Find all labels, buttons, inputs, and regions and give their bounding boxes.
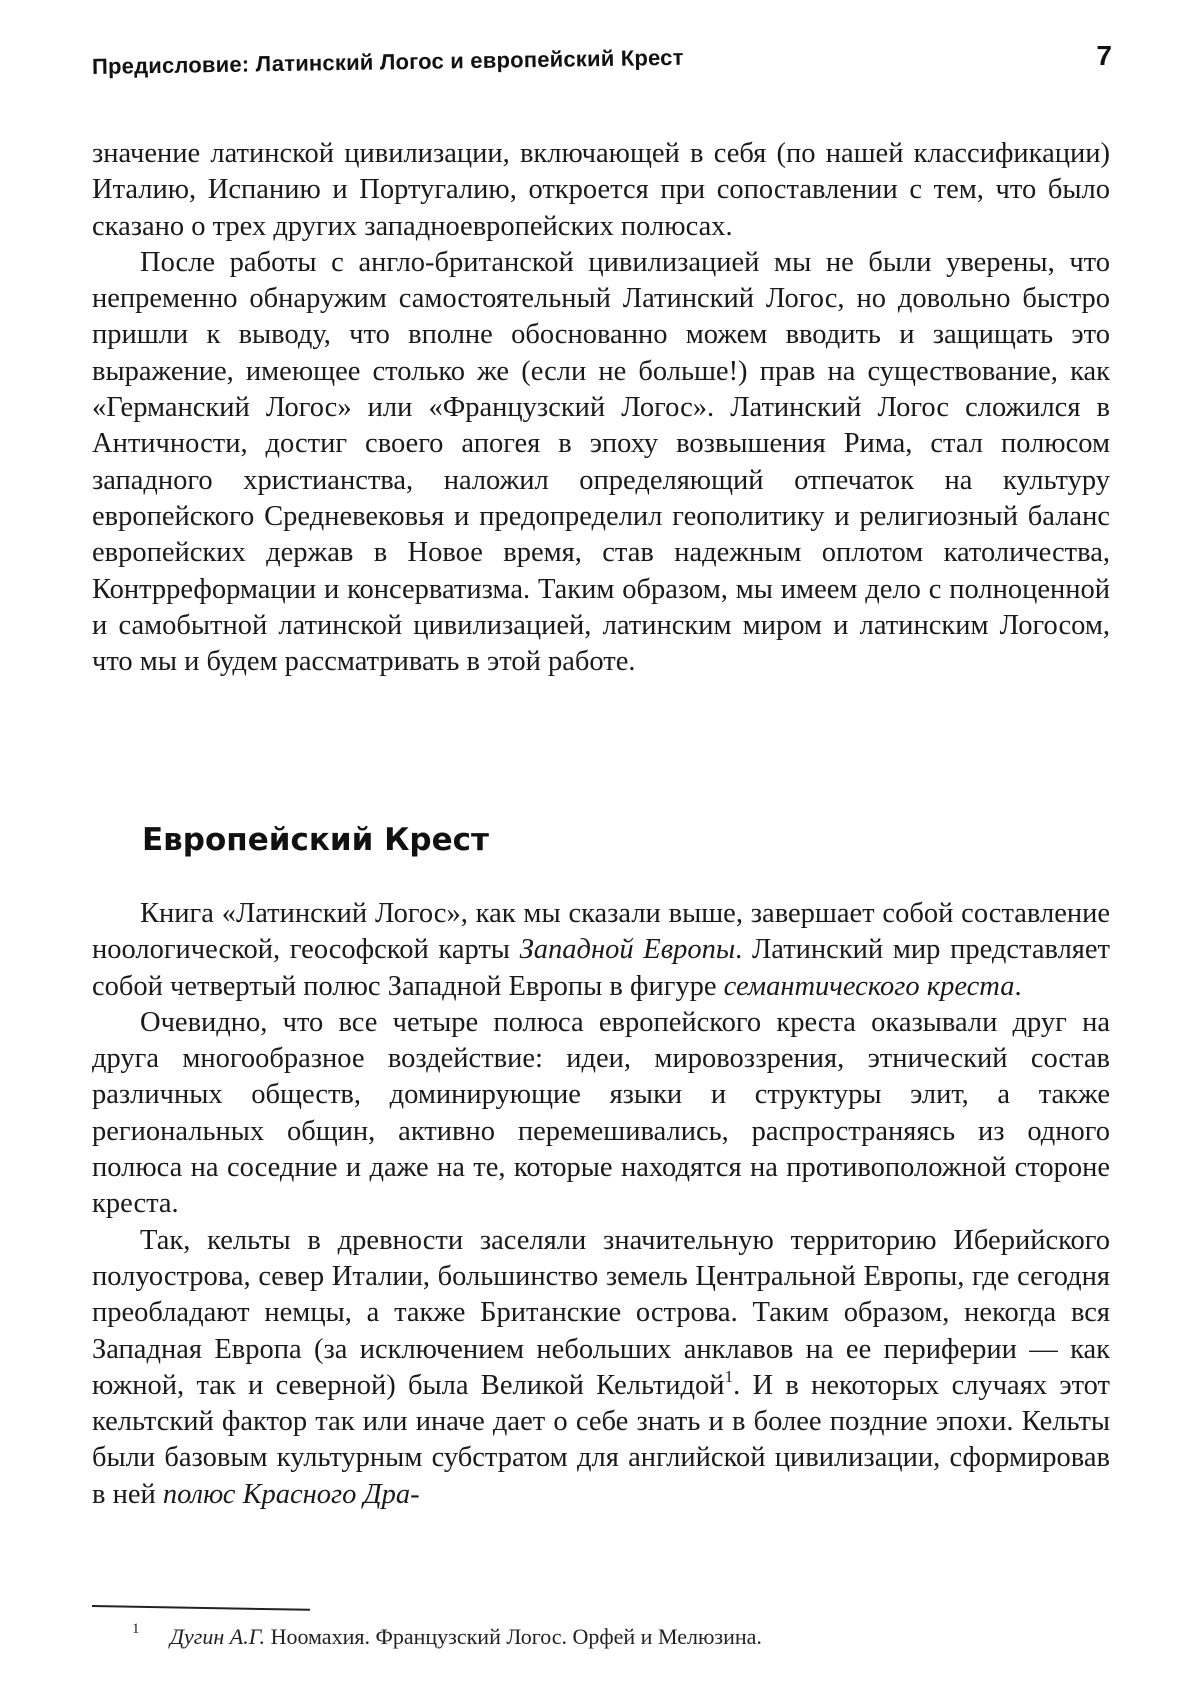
- section-text: [92, 896, 1110, 1513]
- text-run: .: [1015, 971, 1022, 1002]
- page-number: 7: [1096, 40, 1112, 72]
- intro-paragraph-continuation: значение латинской цивилизации, включающей в себя (по нашей классификации) Италию, Испанию и Португалию, откроется при сопоставлении с тем, что было сказано о трех других западноевро­пейских полюсах.: [92, 136, 1110, 245]
- text-run: . И в некоторых случаях этот кельтский фактор так или иначе дает о себе знать и в более поздние эпохи. Кельты были базовым культурным субстратом для английской цивилизации, сформировав в ней: [92, 1370, 1110, 1510]
- italic-run: Западной Евро­пы: [520, 934, 735, 965]
- section-paragraph-2: Очевидно, что все четыре полюса европейского креста оказыва­ли друг на друга многообразное воздействие: идеи, мировоззрения, этнический состав различных обществ, доминирующие языки и структуры элит, а также региональных общин, активно перемеши­вались, распространяясь из одного полюса на соседние и даже на те, которые находятся на противоположной стороне креста.: [92, 1005, 1110, 1223]
- footnote-reference[interactable]: 1: [725, 1367, 734, 1386]
- text-run: Книга «Латинский Логос», как мы сказали выше, завершает со­бой составление ноологической, геософской карты: [92, 898, 1110, 965]
- running-title: Предисловие: Латинский Логос и европейский Крест: [92, 45, 684, 80]
- footnote-text: Ноомахия. Французский Логос. Орфей и Мелюзина.: [265, 1624, 762, 1649]
- text-run: . Латинский мир представляет собой четвертый полюс Западной Европы в фигуре: [92, 934, 1110, 1001]
- footnote: [136, 1623, 762, 1651]
- book-page: [0, 0, 1200, 1703]
- section-paragraph-3: [92, 1223, 1110, 1513]
- intro-paragraph: После работы с англо-британской цивилизацией мы не были уверены, что непременно обнаружим самостоятельный Латинский Логос, но довольно быстро пришли к выводу, что вполне обоснован­но можем вводить и защищать это выражение, имеющее столько же (если не больше!) прав на существование, как «Германский Логос» или «Французский Логос». Латинский Логос сложился в Античнос­ти, достиг своего апогея в эпоху возвышения Рима, стал полюсом западного христианства, наложил определяющий отпечаток на культуру европейского Средневековья и предопределил геополити­ку и религиозный баланс европейских держав в Новое время, став надежным оплотом католичества, Контрреформации и консерва­тизма. Таким образом, мы имеем дело с полноценной и самобытной латинской цивилизацией, латинским миром и латинским Логосом, что мы и будем рассматривать в этой работе.: [92, 245, 1110, 681]
- section-heading: Европейский Крест: [142, 822, 489, 858]
- footnote-author: Дугин А.Г.: [170, 1624, 265, 1649]
- italic-run: полюс Красного Дра-: [163, 1479, 420, 1510]
- section-paragraph-1: [92, 896, 1110, 1005]
- running-head: [92, 40, 1112, 90]
- footnote-body: [136, 1623, 762, 1651]
- text-run: Так, кельты в древности заселяли значительную территорию Иберийского полуострова, север Италии, большинство земель Центральной Европы, где сегодня преобладают немцы, а также Бри­танские острова. Таким образом, некогда вся Западная Европа (за исключением небольших анклавов на ее периферии — как южной, так и северной) была Великой Кельтидой: [92, 1225, 1110, 1401]
- footnote-divider: [92, 1605, 310, 1611]
- intro-text: [92, 136, 1110, 680]
- italic-run: семантического креста: [724, 971, 1015, 1002]
- footnote-marker: 1: [132, 1615, 140, 1643]
